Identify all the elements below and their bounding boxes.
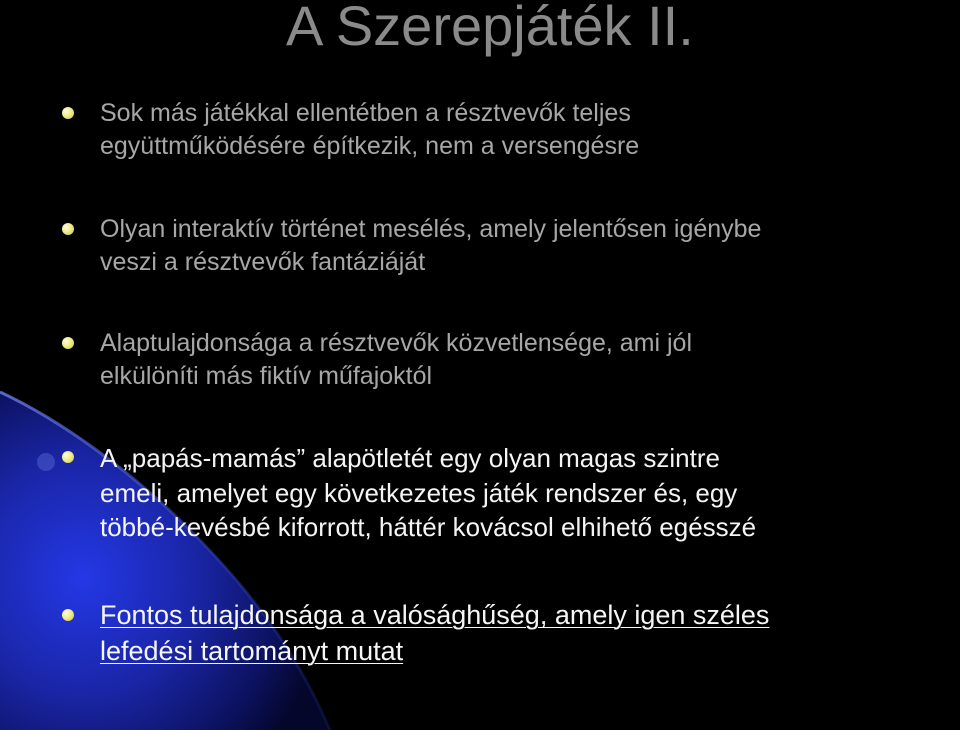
bullet-marker-icon (62, 223, 74, 235)
bullet-text-line: többé-kevésbé kiforrott, háttér kovácsol elhihető egésszé (100, 512, 757, 543)
bullet-marker-icon (62, 609, 74, 621)
bullet-marker-icon (62, 107, 74, 119)
slide-title: A Szerepjáték II. (286, 0, 694, 57)
bullet-item-2 (100, 213, 960, 278)
bullet-text-line: együttműködésére építkezik, nem a versengésre (100, 131, 640, 160)
bullet-marker-icon (62, 337, 74, 349)
bullet-text-line: veszi a résztvevők fantáziáját (100, 247, 426, 276)
bullet-text-line: Fontos tulajdonsága a valósághűség, amely igen széles (100, 600, 770, 630)
bullet-text-line: lefedési tartományt mutat (100, 635, 404, 666)
bullet-text-line: Sok más játékkal ellentétben a résztvevők teljes (100, 99, 631, 127)
bullet-item-5 (100, 598, 960, 670)
bullet-text-line: Alaptulajdonsága a résztvevők közvetlensége, ami jól (100, 329, 693, 357)
bullet-text-line: emeli, amelyet egy következetes játék rendszer és, egy (100, 477, 738, 508)
bullet-item-3 (100, 327, 960, 392)
bullet-text-line: Olyan interaktív történet mesélés, amely jelentősen igénybe (100, 215, 762, 243)
bullet-text-line: elkülöníti más fiktív műfajoktól (100, 361, 433, 390)
bullet-text-line: A „papás-mamás” alapötletét egy olyan magas szintre (100, 443, 720, 473)
bullet-item-4 (100, 441, 960, 545)
bullet-marker-icon (62, 451, 74, 463)
bullet-item-1 (100, 97, 960, 162)
